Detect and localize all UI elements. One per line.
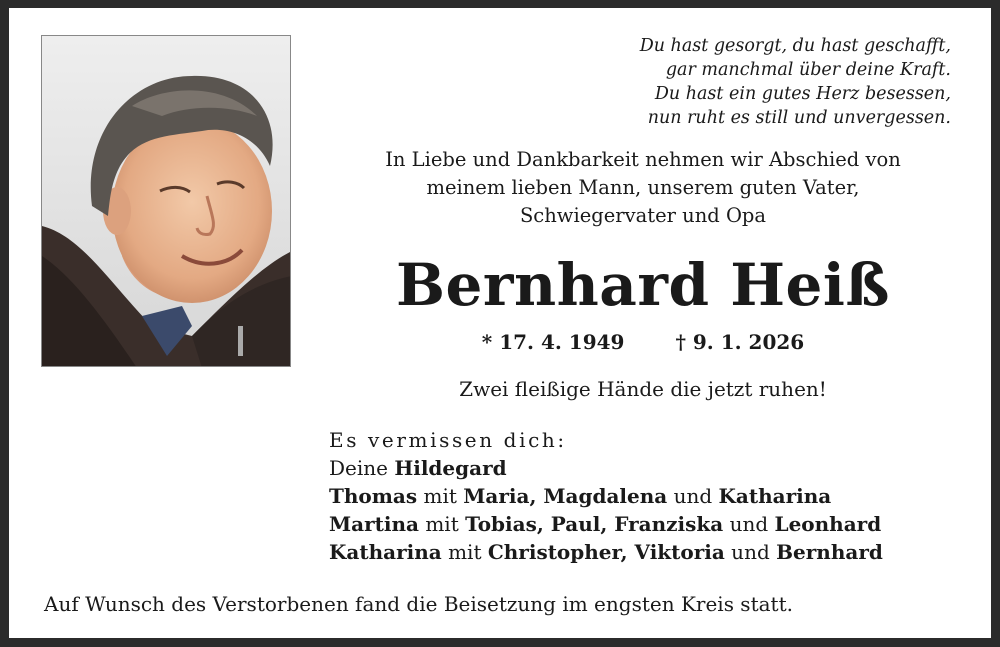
mourner-line <box>329 510 883 538</box>
intro-line: Schwiegervater und Opa <box>519 204 767 227</box>
mourner-name: Katharina <box>329 540 442 564</box>
poem-line: nun ruht es still und unvergessen. <box>647 108 951 128</box>
verse-line: Zwei fleißige Hände die jetzt ruhen! <box>459 377 827 401</box>
mourner-name: Christopher, Viktoria <box>487 540 725 564</box>
portrait-photo <box>41 35 291 367</box>
text: Deine <box>329 456 395 480</box>
poem-line: gar manchmal über deine Kraft. <box>665 60 951 80</box>
life-dates <box>301 328 985 356</box>
text: und <box>667 484 719 508</box>
mourner-name: Tobias, Paul, Franziska <box>465 512 724 536</box>
text: und <box>724 540 777 564</box>
deceased-name: Bernhard Heiß <box>395 251 890 319</box>
portrait-illustration <box>42 36 291 367</box>
mourners-heading: Es vermissen dich: <box>329 428 567 452</box>
intro-line: meinem lieben Mann, unserem guten Vater, <box>426 176 860 199</box>
mourner-name: Bernhard <box>776 540 883 564</box>
poem-line: Du hast ein gutes Herz besessen, <box>654 84 951 104</box>
mourner-name: Katharina <box>718 484 832 508</box>
text: und <box>723 512 775 536</box>
mourners-list <box>329 426 883 566</box>
text: mit <box>418 512 466 536</box>
mourner-name: Martina <box>329 512 419 536</box>
birth-date: * 17. 4. 1949 <box>481 330 625 354</box>
mourner-name: Leonhard <box>774 512 882 536</box>
burial-note: Auf Wunsch des Verstorbenen fand die Beisetzung im engsten Kreis statt. <box>44 592 793 616</box>
mourner-name: Hildegard <box>394 456 507 480</box>
poem-line: Du hast gesorgt, du hast geschafft, <box>639 36 951 56</box>
mourner-name: Thomas <box>329 484 418 508</box>
poem <box>591 34 951 130</box>
mourner-line <box>329 482 883 510</box>
intro-line: In Liebe und Dankbarkeit nehmen wir Abschied von <box>385 148 901 171</box>
death-date: † 9. 1. 2026 <box>675 330 805 354</box>
intro-text <box>301 146 985 230</box>
text: mit <box>417 484 464 508</box>
mourner-line <box>329 538 883 566</box>
text: mit <box>441 540 488 564</box>
mourner-name: Maria, Magdalena <box>463 484 668 508</box>
mourner-line <box>329 454 883 482</box>
obituary-card <box>9 8 991 638</box>
